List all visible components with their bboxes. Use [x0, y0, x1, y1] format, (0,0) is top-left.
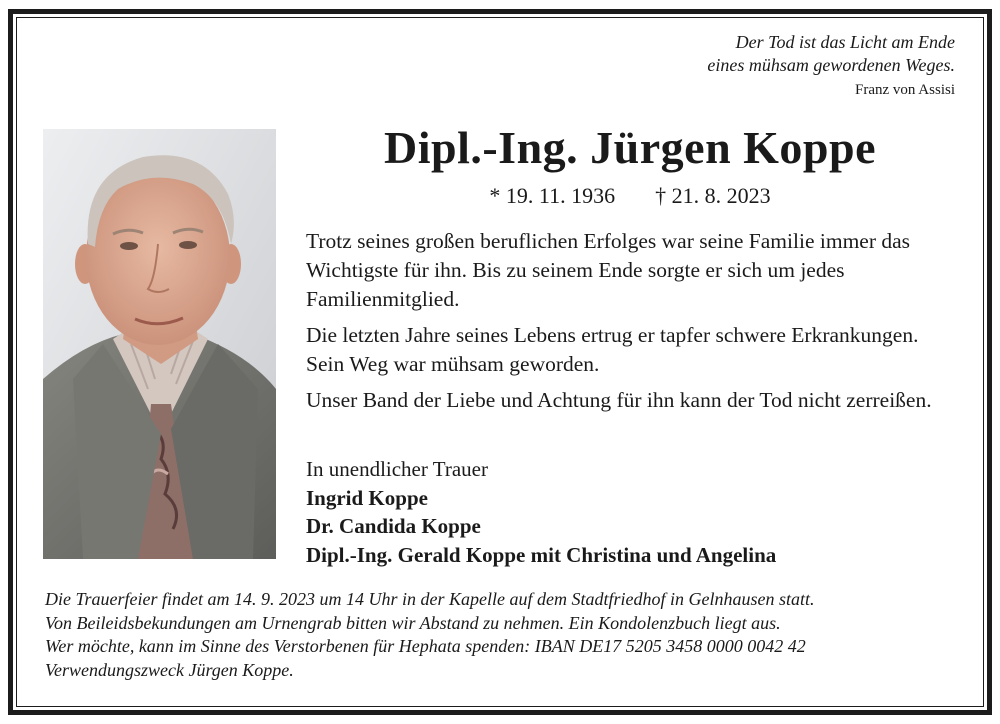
quote-author: Franz von Assisi	[854, 82, 955, 98]
footer-line: Verwendungszweck Jürgen Koppe.	[45, 659, 294, 680]
funeral-info	[45, 588, 960, 682]
mourners-block	[306, 455, 966, 569]
birth-date: * 19. 11. 1936	[489, 183, 616, 208]
quote-line-2: eines mühsam gewordenen Weges.	[707, 55, 955, 75]
life-dates	[290, 182, 970, 210]
obituary-text	[306, 227, 956, 422]
mourners-intro: In unendlicher Trauer	[306, 457, 488, 481]
mourner-name: Dipl.-Ing. Gerald Koppe mit Christina und Angelina	[306, 542, 777, 567]
paragraph: Trotz seines großen beruflichen Erfolges war seine Familie immer das Wichtigste für ihn. Bis zu seinem Ende sorgte er sich um jedes Familienmitglied.	[306, 229, 911, 311]
deceased-name: Dipl.-Ing. Jürgen Koppe	[383, 122, 877, 173]
quote-line-1: Der Tod ist das Licht am Ende	[735, 32, 955, 52]
death-date: † 21. 8. 2023	[655, 183, 771, 208]
mourner-name: Dr. Candida Koppe	[306, 514, 481, 538]
paragraph: Die letzten Jahre seines Lebens ertrug er tapfer schwere Erkrankungen. Sein Weg war mühsam geworden.	[306, 323, 919, 376]
paragraph: Unser Band der Liebe und Achtung für ihn kann der Tod nicht zerreißen.	[306, 388, 932, 412]
footer-line: Die Trauerfeier findet am 14. 9. 2023 um 14 Uhr in der Kapelle auf dem Stadtfriedhof in Gelnhausen statt.	[45, 589, 815, 609]
footer-line: Von Beileidsbekundungen am Urnengrab bitten wir Abstand zu nehmen. Ein Kondolenzbuch liegt aus.	[45, 612, 781, 633]
portrait-photo	[43, 129, 276, 559]
mourner-name: Ingrid Koppe	[306, 485, 428, 510]
quote	[707, 31, 955, 101]
footer-line: Wer möchte, kann im Sinne des Verstorbenen für Hephata spenden: IBAN DE17 5205 3458 0000 0042 42	[45, 636, 806, 656]
